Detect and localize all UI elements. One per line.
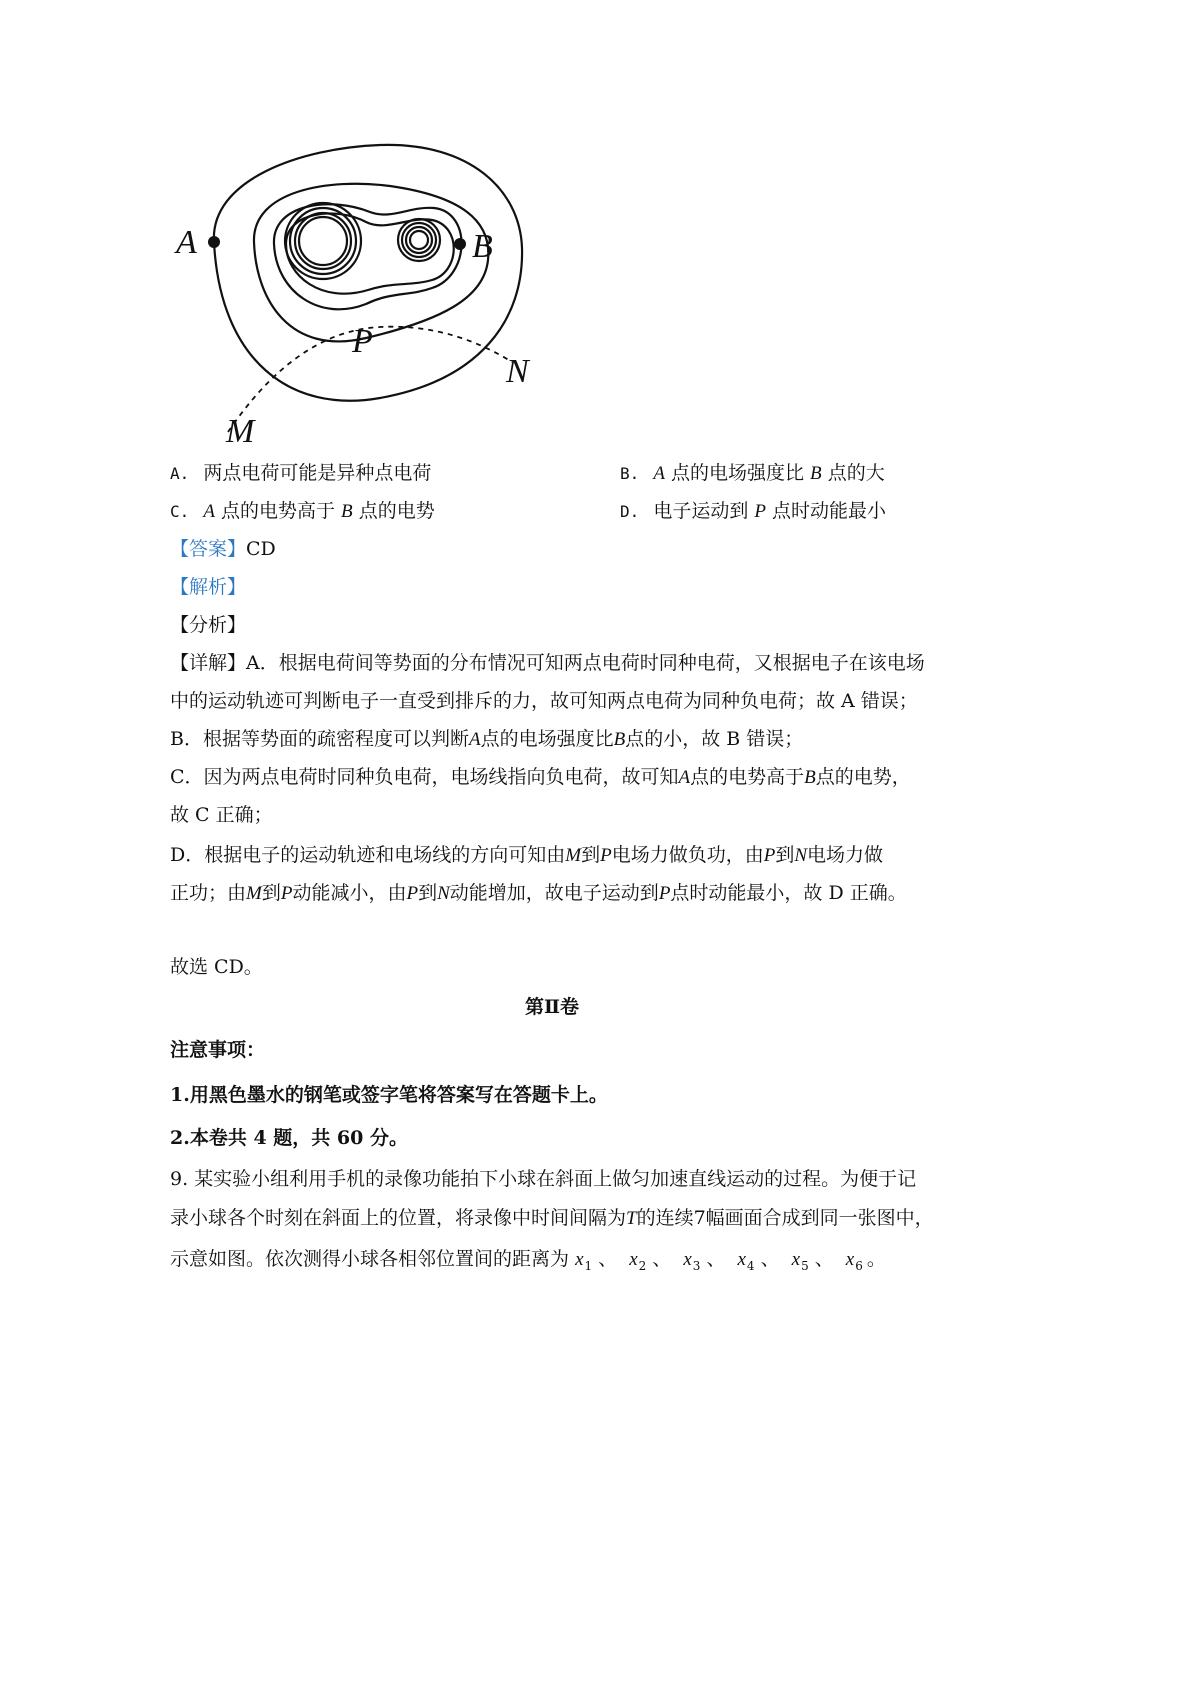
- option-c-var-2: B: [341, 501, 353, 522]
- analysis-tag: 【解析】: [170, 576, 247, 598]
- detail-l6-b: 到: [581, 844, 601, 866]
- q9-line-2: [170, 1209, 934, 1228]
- x4-sub: 4: [746, 1259, 755, 1273]
- notice-item-1: 1.用黑色墨水的钢笔或签字笔将答案写在答题卡上。: [170, 1084, 608, 1106]
- detail-l3-var-2: B: [613, 729, 626, 750]
- detail-conclusion: 故选 CD。: [170, 956, 263, 978]
- point-a-dot: [208, 236, 220, 248]
- option-a: [170, 464, 431, 483]
- option-c-var-1: A: [203, 501, 215, 522]
- notice-item-2: 2.本卷共 4 题，共 60 分。: [170, 1127, 408, 1149]
- option-a-text: 两点电荷可能是异种点电荷: [203, 462, 432, 484]
- option-c-letter: C.: [170, 502, 190, 521]
- left-charge-ring-4: [299, 217, 347, 265]
- detail-line-5: 故 C 正确；: [170, 804, 273, 826]
- detail-line-1: 【详解】A．根据电荷间等势面的分布情况可知两点电荷时同种电荷，又根据电子在该电场: [170, 652, 925, 674]
- q9-l3-a: 示意如图。依次测得小球各相邻位置间的距离为: [170, 1248, 570, 1270]
- x1-sub: 1: [584, 1259, 593, 1273]
- detail-l7-c: 动能减小，由: [292, 882, 407, 904]
- x2: x: [629, 1249, 638, 1270]
- right-charge-ring-2: [402, 223, 436, 257]
- option-a-letter: A.: [170, 464, 190, 483]
- q9-l2-b: 的连续7幅画面合成到同一张图中，: [636, 1207, 934, 1229]
- notice-heading: 注意事项：: [170, 1039, 266, 1061]
- detail-l6-a: D．根据电子的运动轨迹和电场线的方向可知由: [170, 844, 566, 866]
- sep-1: 、: [598, 1248, 618, 1270]
- detail-l7-e: 动能增加，故电子运动到: [449, 882, 659, 904]
- answer-value: CD: [246, 538, 276, 560]
- option-b-letter: B.: [620, 464, 640, 483]
- x6: x: [845, 1249, 855, 1270]
- option-d-var: P: [754, 501, 766, 522]
- detail-l6-var-3: P: [763, 845, 776, 866]
- detail-l6-var-2: P: [600, 845, 612, 866]
- option-c: [170, 502, 435, 521]
- detail-l3-c: 点的小，故 B 错误；: [625, 728, 804, 750]
- detail-l4-b: 点的电势高于: [690, 766, 805, 788]
- section-title: 第Ⅱ卷: [525, 996, 580, 1018]
- detail-line-6: [170, 846, 883, 865]
- detail-l7-b: 到: [261, 882, 281, 904]
- option-b-post: 点的大: [827, 462, 885, 484]
- q9-line-3: [170, 1248, 886, 1273]
- right-charge-ring-1: [398, 219, 440, 261]
- label-b: B: [472, 228, 493, 265]
- option-d-post: 点时动能最小: [772, 500, 887, 522]
- detail-l7-var-5: P: [658, 883, 671, 904]
- option-b-var-2: B: [810, 463, 822, 484]
- q9-line-1: 9. 某实验小组利用手机的录像功能拍下小球在斜面上做匀加速直线运动的过程。为便于记: [170, 1168, 917, 1190]
- x6-sub: 6: [855, 1259, 863, 1273]
- detail-l7-a: 正功；由: [170, 882, 247, 904]
- detail-l7-f: 点时动能最小，故 D 正确。: [670, 882, 907, 904]
- sep-3: 、: [706, 1248, 726, 1270]
- label-m: M: [226, 413, 255, 450]
- x1: x: [575, 1249, 584, 1270]
- answer-line: [170, 540, 276, 559]
- detail-l7-var-1: M: [246, 883, 262, 904]
- detail-l6-var-1: M: [565, 845, 582, 866]
- point-b-dot: [454, 238, 466, 250]
- label-n: N: [506, 353, 529, 390]
- detail-l7-var-2: P: [280, 883, 293, 904]
- option-c-post: 点的电势: [358, 500, 435, 522]
- detail-line-7: [170, 884, 907, 903]
- label-p: P: [352, 323, 373, 360]
- x4: x: [737, 1249, 746, 1270]
- x5: x: [791, 1249, 801, 1270]
- q9-l2-a: 录小球各个时刻在斜面上的位置，将录像中时间间隔为: [170, 1207, 627, 1229]
- detail-l6-var-4: N: [794, 845, 808, 866]
- detail-l4-var-2: B: [804, 767, 816, 788]
- detail-l4-c: 点的电势，: [815, 766, 911, 788]
- detail-l6-e: 电场力做: [807, 844, 884, 866]
- left-charge-ring-3: [295, 213, 351, 269]
- answer-tag: 【答案】: [170, 538, 247, 560]
- detail-l7-var-4: N: [437, 883, 450, 904]
- sep-2: 、: [652, 1248, 672, 1270]
- detail-l6-d: 到: [775, 844, 795, 866]
- sep-4: 、: [760, 1248, 780, 1270]
- x5-sub: 5: [801, 1259, 809, 1273]
- x2-sub: 2: [638, 1259, 647, 1273]
- label-a: A: [176, 224, 197, 261]
- option-b-var-1: A: [653, 463, 665, 484]
- detail-l3-b: 点的电场强度比: [480, 728, 614, 750]
- detail-l3-var-1: A: [468, 729, 481, 750]
- option-c-mid: 点的电势高于: [220, 500, 335, 522]
- option-d-pre: 电子运动到: [653, 500, 749, 522]
- detail-line-2: 中的运动轨迹可判断电子一直受到排斥的力，故可知两点电荷为同种负电荷；故 A 错误；: [170, 690, 918, 712]
- equipotential-diagram: [170, 120, 610, 500]
- detail-line-3: [170, 730, 803, 749]
- detail-l4-var-1: A: [678, 767, 691, 788]
- option-d-letter: D.: [620, 502, 640, 521]
- sep-5: 、: [814, 1248, 834, 1270]
- detail-line-4: [170, 768, 911, 787]
- q9-l2-var: T: [626, 1208, 637, 1229]
- detail-l6-c: 电场力做负功，由: [611, 844, 764, 866]
- option-b: [620, 464, 885, 483]
- fenxi-tag: 【分析】: [170, 614, 247, 636]
- detail-l3-a: B．根据等势面的疏密程度可以判断: [170, 728, 469, 750]
- right-charge-ring-4: [410, 231, 428, 249]
- option-b-mid: 点的电场强度比: [670, 462, 804, 484]
- detail-l7-d: 到: [418, 882, 438, 904]
- detail-l7-var-3: P: [406, 883, 419, 904]
- x3: x: [683, 1249, 692, 1270]
- detail-l4-a: C．因为两点电荷时同种负电荷，电场线指向负电荷，故可知: [170, 766, 679, 788]
- x3-sub: 3: [692, 1259, 701, 1273]
- option-d: [620, 502, 886, 521]
- q9-end: 。: [866, 1248, 886, 1270]
